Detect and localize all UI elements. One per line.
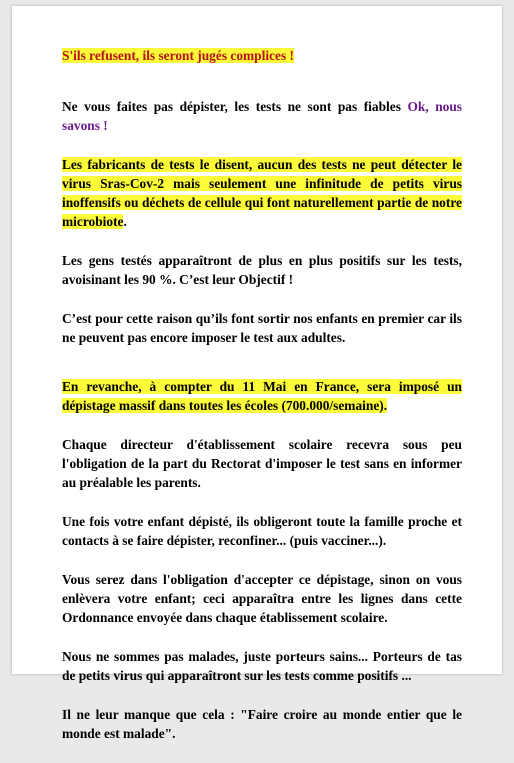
paragraph-1-emphasis: Ok, nous savons ! — [62, 99, 462, 133]
paragraph-9: Nous ne sommes pas malades, juste porteurs sains... Porteurs de tas de petits virus qui apparaîtront sur les tests comme positifs ... — [62, 649, 462, 683]
document-page — [12, 6, 502, 741]
paragraph-2 — [62, 155, 462, 231]
paragraph-2-highlighted: Les fabricants de tests le disent, aucun des tests ne peut détecter le virus Sras-Cov-2 mais seulement une infinitude de petits virus inoffensifs ou déchets de cellule qui font naturellement partie de notre microbiote — [62, 157, 462, 229]
paragraph-7: Une fois votre enfant dépisté, ils obligeront toute la famille proche et contacts à se faire dépister, reconfiner... (puis vacciner...). — [62, 514, 462, 548]
paragraph-4: C’est pour cette raison qu’ils font sortir nos enfants en premier car ils ne peuvent pas encore imposer le test aux adultes. — [62, 311, 462, 345]
paragraph-5 — [62, 377, 462, 415]
paragraph-10: Il ne leur manque que cela : "Faire croire au monde entier que le monde est malade". — [62, 707, 462, 741]
document-heading: S'ils refusent, ils seront jugés complices ! — [62, 48, 294, 63]
paragraph-1-text: Ne vous faites pas dépister, les tests ne sont pas fiables — [62, 99, 408, 114]
paragraph-2-end: . — [123, 214, 127, 229]
heading-paragraph — [62, 46, 462, 65]
document-body — [62, 46, 462, 763]
paragraph-5-highlighted: En revanche, à compter du 11 Mai en France, sera imposé un dépistage massif dans toutes les écoles (700.000/semaine). — [62, 379, 462, 413]
paragraph-3: Les gens testés apparaîtront de plus en plus positifs sur les tests, avoisinant les 90 %. C’est leur Objectif ! — [62, 253, 462, 287]
paragraph-6: Chaque directeur d'établissement scolaire recevra sous peu l'obligation de la part du Rectorat d'imposer le test sans en informer au préalable les parents. — [62, 437, 462, 490]
paragraph-1 — [62, 97, 462, 135]
paragraph-8: Vous serez dans l'obligation d'accepter ce dépistage, sinon on vous enlèvera votre enfant; ceci apparaîtra entre les lignes dans cette Ordonnance envoyée dans chaque établissement scolaire. — [62, 572, 462, 625]
